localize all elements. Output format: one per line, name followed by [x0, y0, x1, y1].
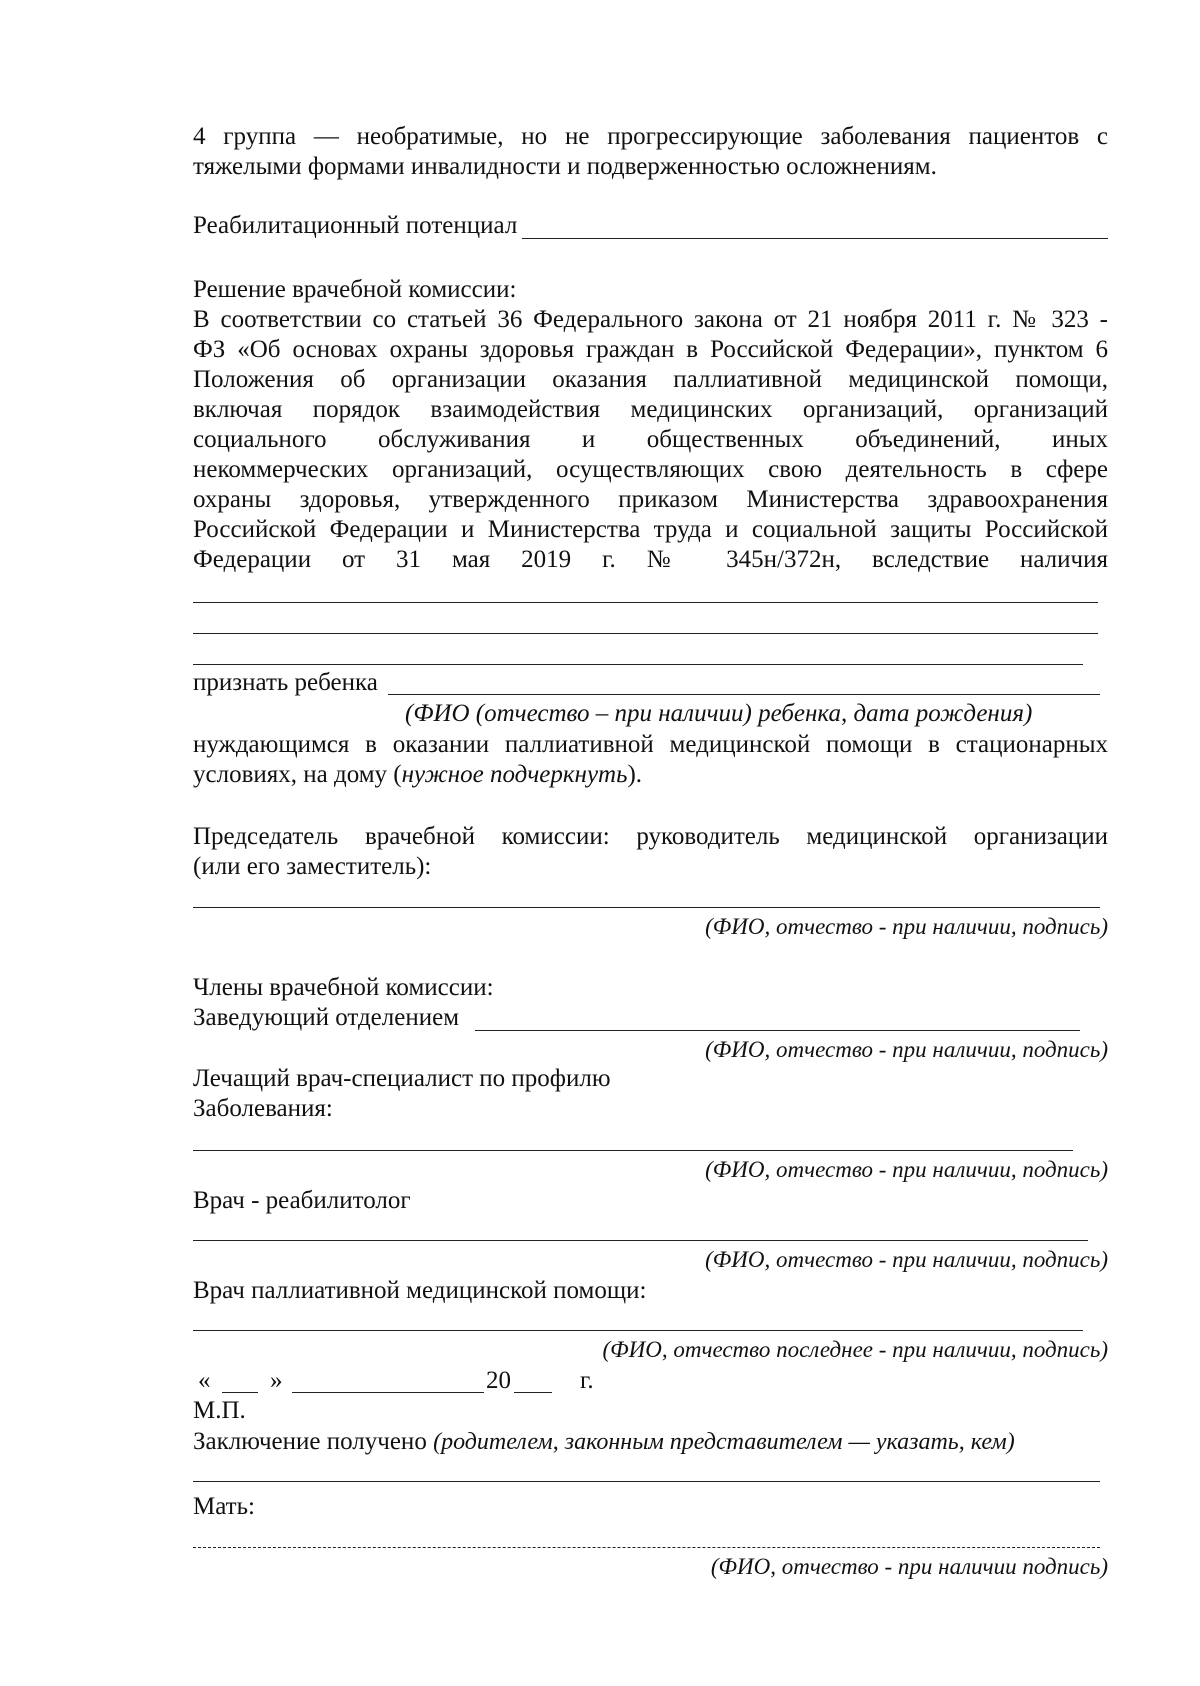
decision-line: включая порядок взаимодействия медицинских организаций, организаций [193, 396, 1108, 423]
child-name-field[interactable] [388, 694, 1100, 695]
chairman-line-2: (или его заместитель): [193, 853, 432, 880]
palliative-doctor-caption: (ФИО, отчество последнее - при наличии, подпись) [602, 1337, 1108, 1362]
decision-line: Федерации от 31 мая 2019 г. № 345н/372н, вследствие наличия [193, 546, 1108, 573]
decision-line: Российской Федерации и Министерства труда и социальной защиты Российской [193, 516, 1108, 543]
decision-line: Положения об организации оказания паллиативной медицинской помощи, [193, 366, 1108, 393]
decision-heading: Решение врачебной комиссии: [193, 276, 517, 303]
recognize-child-label: признать ребенка [193, 669, 378, 696]
decision-line: ФЗ «Об основах охраны здоровья граждан в Российской Федерации», пунктом 6 [193, 336, 1108, 363]
stamp-label: М.П. [193, 1397, 246, 1424]
members-heading: Члены врачебной комиссии: [193, 974, 494, 1001]
month-field[interactable] [292, 1392, 484, 1393]
year-suffix: г. [580, 1367, 594, 1394]
rehab-potential-field[interactable] [522, 238, 1108, 239]
reason-field[interactable] [193, 664, 1083, 665]
year-prefix: 20 [486, 1367, 511, 1394]
mother-signature-field[interactable] [193, 1547, 1100, 1548]
attending-doctor-label-2: Заболевания: [193, 1095, 333, 1122]
intro-line-1: 4 группа — необратимые, но не прогрессирующие заболевания пациентов с [193, 123, 1108, 150]
palliative-doctor-field[interactable] [193, 1330, 1083, 1331]
recognize-line-2: условиях, на дому (нужное подчеркнуть). [193, 761, 643, 788]
chairman-signature-field[interactable] [193, 907, 1100, 908]
mother-caption: (ФИО, отчество - при наличии подпись) [710, 1554, 1108, 1579]
received-note: (родителем, законным представителем — указать, кем) [433, 1429, 1015, 1455]
head-of-department-field[interactable] [475, 1030, 1080, 1031]
chairman-caption: (ФИО, отчество - при наличии, подпись) [705, 914, 1108, 939]
reason-field[interactable] [193, 602, 1098, 603]
decision-line: некоммерческих организаций, осуществляющих свою деятельность в сфере [193, 456, 1108, 483]
date-close-quote: » [270, 1367, 283, 1394]
rehab-potential-label: Реабилитационный потенциал [193, 212, 518, 239]
underline-hint: нужное подчеркнуть [401, 761, 628, 788]
decision-line: охраны здоровья, утвержденного приказом Министерства здравоохранения [193, 486, 1108, 513]
head-of-department-caption: (ФИО, отчество - при наличии, подпись) [705, 1037, 1108, 1062]
recognize-line-1: нуждающимся в оказании паллиативной медицинской помощи в стационарных [193, 731, 1108, 758]
date-open-quote: « [198, 1367, 211, 1394]
rehab-doctor-label: Врач - реабилитолог [193, 1187, 411, 1214]
attending-doctor-label: Лечащий врач-специалист по профилю [193, 1065, 611, 1092]
rehab-doctor-field[interactable] [193, 1240, 1088, 1241]
palliative-doctor-label: Врач паллиативной медицинской помощи: [193, 1277, 647, 1304]
rehab-doctor-caption: (ФИО, отчество - при наличии, подпись) [705, 1247, 1108, 1272]
received-by-field[interactable] [193, 1481, 1100, 1482]
head-of-department-label: Заведующий отделением [193, 1004, 460, 1031]
received-label: Заключение получено (родителем, законным представителем — указать, кем) [193, 1428, 1015, 1455]
attending-doctor-field[interactable] [193, 1150, 1073, 1151]
mother-label: Мать: [193, 1493, 255, 1520]
reason-field[interactable] [193, 633, 1098, 634]
intro-line-2: тяжелыми формами инвалидности и подверженностью осложнениям. [193, 153, 937, 180]
year-field[interactable] [514, 1392, 552, 1393]
attending-doctor-caption: (ФИО, отчество - при наличии, подпись) [705, 1157, 1108, 1182]
decision-line: социального обслуживания и общественных объединений, иных [193, 426, 1108, 453]
chairman-line-1: Председатель врачебной комиссии: руководитель медицинской организации [193, 823, 1108, 850]
decision-line: В соответствии со статьей 36 Федерального закона от 21 ноября 2011 г. № 323 - [193, 306, 1108, 333]
day-field[interactable] [222, 1392, 258, 1393]
child-name-caption: (ФИО (отчество – при наличии) ребенка, дата рождения) [405, 700, 1033, 727]
